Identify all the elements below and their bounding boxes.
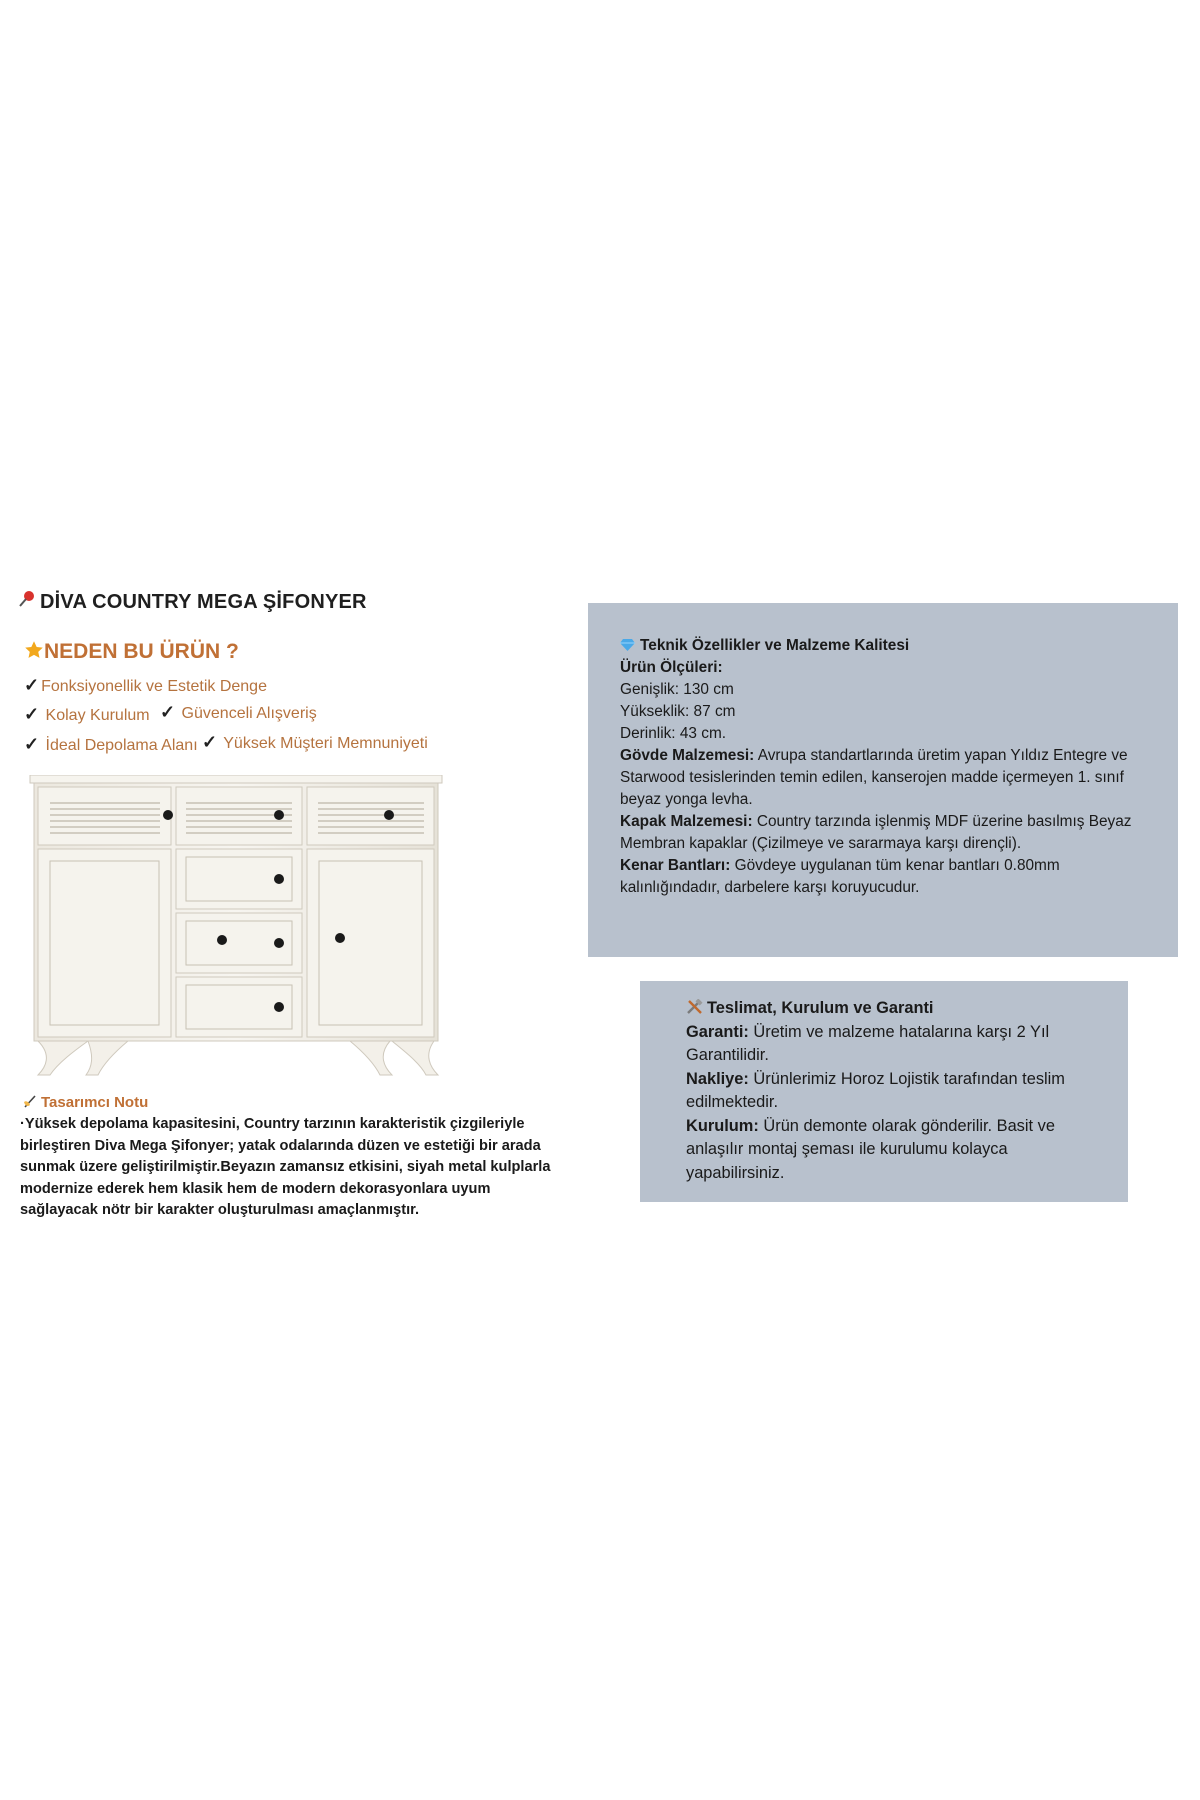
check-icon: ✓ — [202, 732, 218, 752]
why-heading-text: NEDEN BU ÜRÜN ? — [44, 640, 239, 663]
edge-bands: Kenar Bantları: Gövdeye uygulanan tüm kenar bantları 0.80mm kalınlığındadır, darbelere karşı koruyucudur. — [620, 857, 1060, 896]
depth-value: Derinlik: 43 cm. — [620, 725, 727, 742]
check-icon: ✓ — [160, 702, 176, 722]
feature-item: ✓ İdeal Depolama Alanı — [24, 734, 198, 754]
dimensions-label: Ürün Ölçüleri: — [620, 659, 723, 676]
feature-item: ✓ Kolay Kurulum — [24, 704, 150, 724]
product-image — [28, 775, 448, 1080]
check-icon: ✓ — [24, 675, 40, 695]
delivery-panel — [640, 981, 1128, 1202]
delivery-heading: Teslimat, Kurulum ve Garanti — [686, 997, 1106, 1021]
designer-note-heading: Tasarımcı Notu — [22, 1093, 148, 1111]
check-icon: ✓ — [24, 704, 40, 724]
tools-icon — [686, 999, 704, 1015]
page-title — [18, 590, 367, 614]
specs-panel — [588, 603, 1178, 957]
height-value: Yükseklik: 87 cm — [620, 703, 736, 720]
specs-heading: Teknik Özellikler ve Malzeme Kalitesi — [620, 635, 1160, 657]
gem-icon — [620, 639, 635, 651]
feature-item: ✓ Yüksek Müşteri Memnuniyeti — [202, 732, 428, 752]
designer-note-body: ·Yüksek depolama kapasitesini, Country tarzının karakteristik çizgileriyle birleştiren Diva Mega Şifonyer; yatak odalarında düzen ve estetiği bir arada sunmak üzere geliştirilmiştir.Beyazın zamansız etkisini, siyah metal kulplarla modernize ederek hem klasik hem de modern dekorasyonlara uyum sağlayacak nötr bir karakter oluşturulması amaçlanmıştır. — [20, 1116, 551, 1218]
why-heading — [24, 640, 239, 664]
feature-item: ✓ Fonksiyonellik ve Estetik Denge — [24, 675, 267, 695]
warranty-info: Garanti: Üretim ve malzeme hatalarına karşı 2 Yıl Garantilidir. — [686, 1022, 1050, 1064]
install-info: Kurulum: Ürün demonte olarak gönderilir. Basit ve anlaşılır montaj şeması ile kurulumu kolayca yapabilirsiniz. — [686, 1116, 1055, 1182]
pushpin-icon — [18, 590, 36, 608]
width-value: Genişlik: 130 cm — [620, 681, 734, 698]
writing-hand-icon — [22, 1093, 38, 1109]
body-material: Gövde Malzemesi: Avrupa standartlarında üretim yapan Yıldız Entegre ve Starwood tesislerinden temin edilen, kanserojen madde içermeyen 1. sınıf beyaz yonga levha. — [620, 747, 1128, 808]
title-text: DİVA COUNTRY MEGA ŞİFONYER — [40, 591, 367, 613]
check-icon: ✓ — [24, 734, 40, 754]
cover-material: Kapak Malzemesi: Country tarzında işlenmiş MDF üzerine basılmış Beyaz Membran kapaklar (Çizilmeye ve sararmaya karşı dirençli). — [620, 813, 1132, 852]
star-icon — [24, 640, 44, 660]
shipping-info: Nakliye: Ürünlerimiz Horoz Lojistik tarafından teslim edilmektedir. — [686, 1069, 1065, 1111]
feature-item: ✓ Güvenceli Alışveriş — [160, 702, 317, 722]
